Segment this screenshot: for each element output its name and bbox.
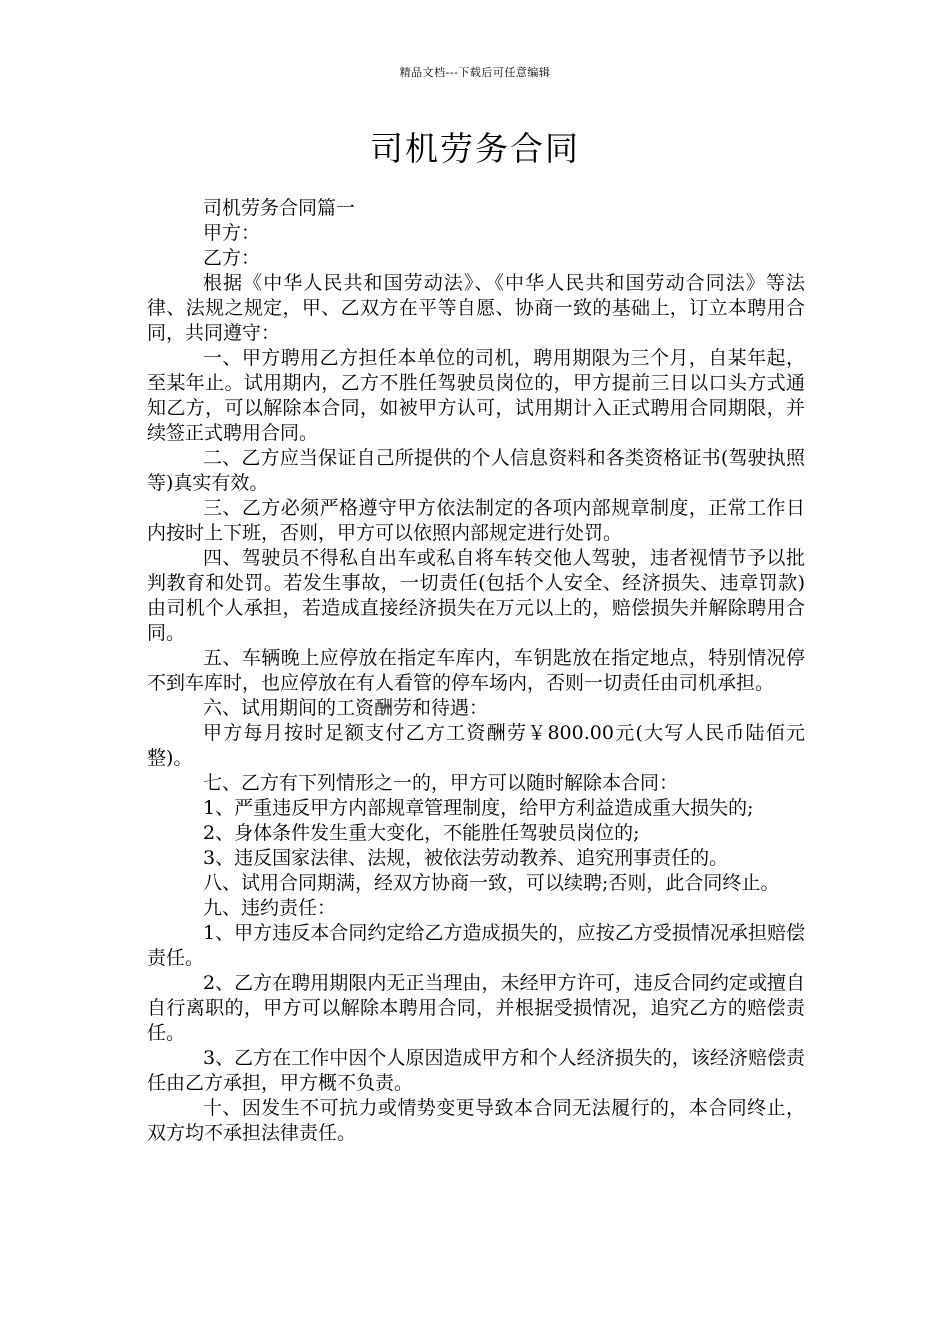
clause-9-item-2: 2、乙方在聘用期限内无正当理由，未经甲方许可，违反合同约定或擅自自行离职的，甲方可以解除本聘用合同，并根据受损情况，追究乙方的赔偿责任。 [147,972,805,1044]
clause-4: 四、驾驶员不得私自出车或私自将车转交他人驾驶，违者视情节予以批判教育和处罚。若发生事故，一切责任(包括个人安全、经济损失、违章罚款)由司机个人承担，若造成直接经济损失在万元以上的，赔偿损失并解除聘用合同。 [147,547,805,644]
clause-5: 五、车辆晚上应停放在指定车库内，车钥匙放在指定地点，特别情况停不到车库时，也应停放在有人看管的停车场内，否则一切责任由司机承担。 [147,647,805,694]
clause-10: 十、因发生不可抗力或情势变更导致本合同无法履行的，本合同终止，双方均不承担法律责任。 [147,1097,805,1144]
clause-7-item-1: 1、严重违反甲方内部规章管理制度，给甲方利益造成重大损失的; [203,797,754,819]
header-note: 精品文档---下载后可任意编辑 [399,66,551,79]
clause-9: 九、违约责任： [203,897,337,919]
clause-6: 六、试用期间的工资酬劳和待遇： [203,697,489,719]
clause-6-salary: 甲方每月按时足额支付乙方工资酬劳￥800.00元(大写人民币陆佰元整)。 [147,722,805,769]
section-heading: 司机劳务合同篇一 [203,197,356,219]
clause-3: 三、乙方必须严格遵守甲方依法制定的各项内部规章制度，正常工作日内按时上下班，否则，甲方可以依照内部规定进行处罚。 [147,497,805,544]
page-title: 司机劳务合同 [370,129,580,168]
clause-8: 八、试用合同期满，经双方协商一致，可以续聘;否则，此合同终止。 [203,872,780,894]
preamble-paragraph: 根据《中华人民共和国劳动法》、《中华人民共和国劳动合同法》等法律、法规之规定，甲、乙双方在平等自愿、协商一致的基础上，订立本聘用合同，共同遵守： [147,272,805,344]
party-b-line: 乙方： [203,247,261,269]
clause-7-item-3: 3、违反国家法律、法规，被依法劳动教养、追究刑事责任的。 [203,847,729,869]
clause-2: 二、乙方应当保证自己所提供的个人信息资料和各类资格证书(驾驶执照等)真实有效。 [147,447,805,494]
party-a-line: 甲方： [203,222,261,244]
clause-7: 七、乙方有下列情形之一的，甲方可以随时解除本合同： [203,772,679,794]
clause-1: 一、甲方聘用乙方担任本单位的司机，聘用期限为三个月，自某年起，至某年止。试用期内，乙方不胜任驾驶员岗位的，甲方提前三日以口头方式通知乙方，可以解除本合同，如被甲方认可，试用期计入正式聘用合同期限，并续签正式聘用合同。 [147,347,805,444]
clause-7-item-2: 2、身体条件发生重大变化，不能胜任驾驶员岗位的; [203,822,640,844]
clause-9-item-3: 3、乙方在工作中因个人原因造成甲方和个人经济损失的，该经济赔偿责任由乙方承担，甲方概不负责。 [147,1047,805,1094]
contract-body [147,196,805,1146]
clause-9-item-1: 1、甲方违反本合同约定给乙方造成损失的，应按乙方受损情况承担赔偿责任。 [147,922,805,969]
